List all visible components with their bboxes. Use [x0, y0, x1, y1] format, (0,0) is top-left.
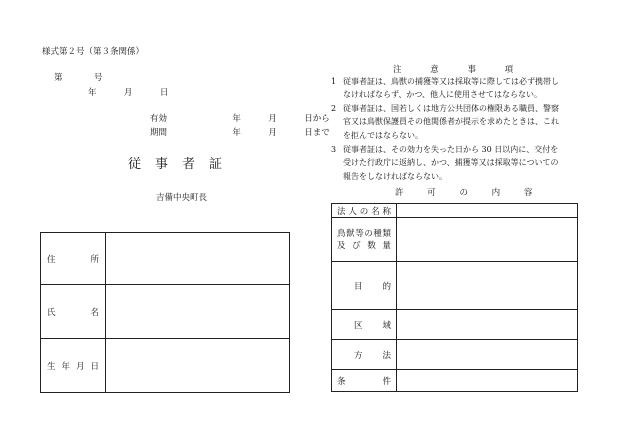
- date-year: 年: [88, 88, 97, 98]
- permission-heading: 許 可 の 内 容: [395, 188, 533, 198]
- table-row: [41, 339, 290, 393]
- birthdate-field[interactable]: [106, 339, 290, 393]
- form-number: 様式第２号（第３条関係）: [42, 47, 145, 57]
- species-quantity-label: 鳥 獣 等 の 種 類 及 び 数 量: [332, 218, 397, 262]
- conditions-label: 条 件: [332, 370, 397, 392]
- table-row: [332, 310, 578, 340]
- validity-from-year: 年: [232, 114, 241, 124]
- address-label: 住 所: [41, 233, 106, 285]
- table-row: [41, 233, 290, 285]
- name-label: 氏 名: [41, 285, 106, 339]
- area-label: 区 域: [332, 310, 397, 340]
- validity-to-day: 日まで: [304, 128, 330, 138]
- address-field[interactable]: [106, 233, 290, 285]
- species-quantity-field[interactable]: [397, 218, 578, 262]
- table-row: [332, 204, 578, 218]
- validity-to-year: 年: [232, 128, 241, 138]
- number-prefix: 第: [54, 73, 63, 83]
- validity-label-2: 期間: [150, 128, 168, 138]
- holder-table: [40, 232, 290, 393]
- table-row: [332, 262, 578, 310]
- method-label: 方 法: [332, 340, 397, 370]
- notice-item-3: 3 従事者証は、その効力を失った日から 30 日以内に、交付を 受けた行政庁に返納し、かつ、捕獲等又は採取等についての 報告をしなければならない。: [331, 145, 559, 181]
- certificate-title: 従事者証: [128, 157, 237, 172]
- validity-from-month: 月: [268, 114, 277, 124]
- purpose-label: 目 的: [332, 262, 397, 310]
- permission-table: [331, 203, 578, 392]
- number-suffix: 号: [93, 73, 103, 83]
- validity-to-month: 月: [268, 128, 277, 138]
- area-field[interactable]: [397, 310, 578, 340]
- notice-heading: 注 意 事 項: [393, 65, 514, 75]
- table-row: [332, 340, 578, 370]
- method-field[interactable]: [397, 340, 578, 370]
- purpose-field[interactable]: [397, 262, 578, 310]
- table-row: [332, 218, 578, 262]
- table-row: [41, 285, 290, 339]
- validity-label-1: 有効: [150, 114, 168, 124]
- name-field[interactable]: [106, 285, 290, 339]
- issuer-name: 吉備中央町長: [156, 193, 208, 203]
- certificate-number-line: [54, 71, 102, 83]
- notice-item-2: 2 従事者証は、国若しくは地方公共団体の権限ある職員、警察 官又は鳥獣保護員その他関係者が提示を求めたときは、これ を拒んではならない。: [331, 104, 559, 140]
- birthdate-label: 生 年 月 日: [41, 339, 106, 393]
- validity-from-day: 日から: [304, 114, 330, 124]
- validity-to-line: [150, 126, 330, 138]
- validity-from-line: [150, 112, 330, 124]
- table-row: [332, 370, 578, 392]
- date-month: 月: [123, 88, 133, 98]
- date-day: 日: [159, 88, 169, 98]
- issue-date-line: [88, 86, 168, 98]
- conditions-field[interactable]: [397, 370, 578, 392]
- corporation-name-label: 法 人 の 名 称: [332, 204, 397, 218]
- corporation-name-field[interactable]: [397, 204, 578, 218]
- notice-item-1: 1 従事者証は、鳥獣の捕獲等又は採取等に際しては必ず携帯し なければならず、かつ、他人に使用させてはならない。: [331, 77, 559, 100]
